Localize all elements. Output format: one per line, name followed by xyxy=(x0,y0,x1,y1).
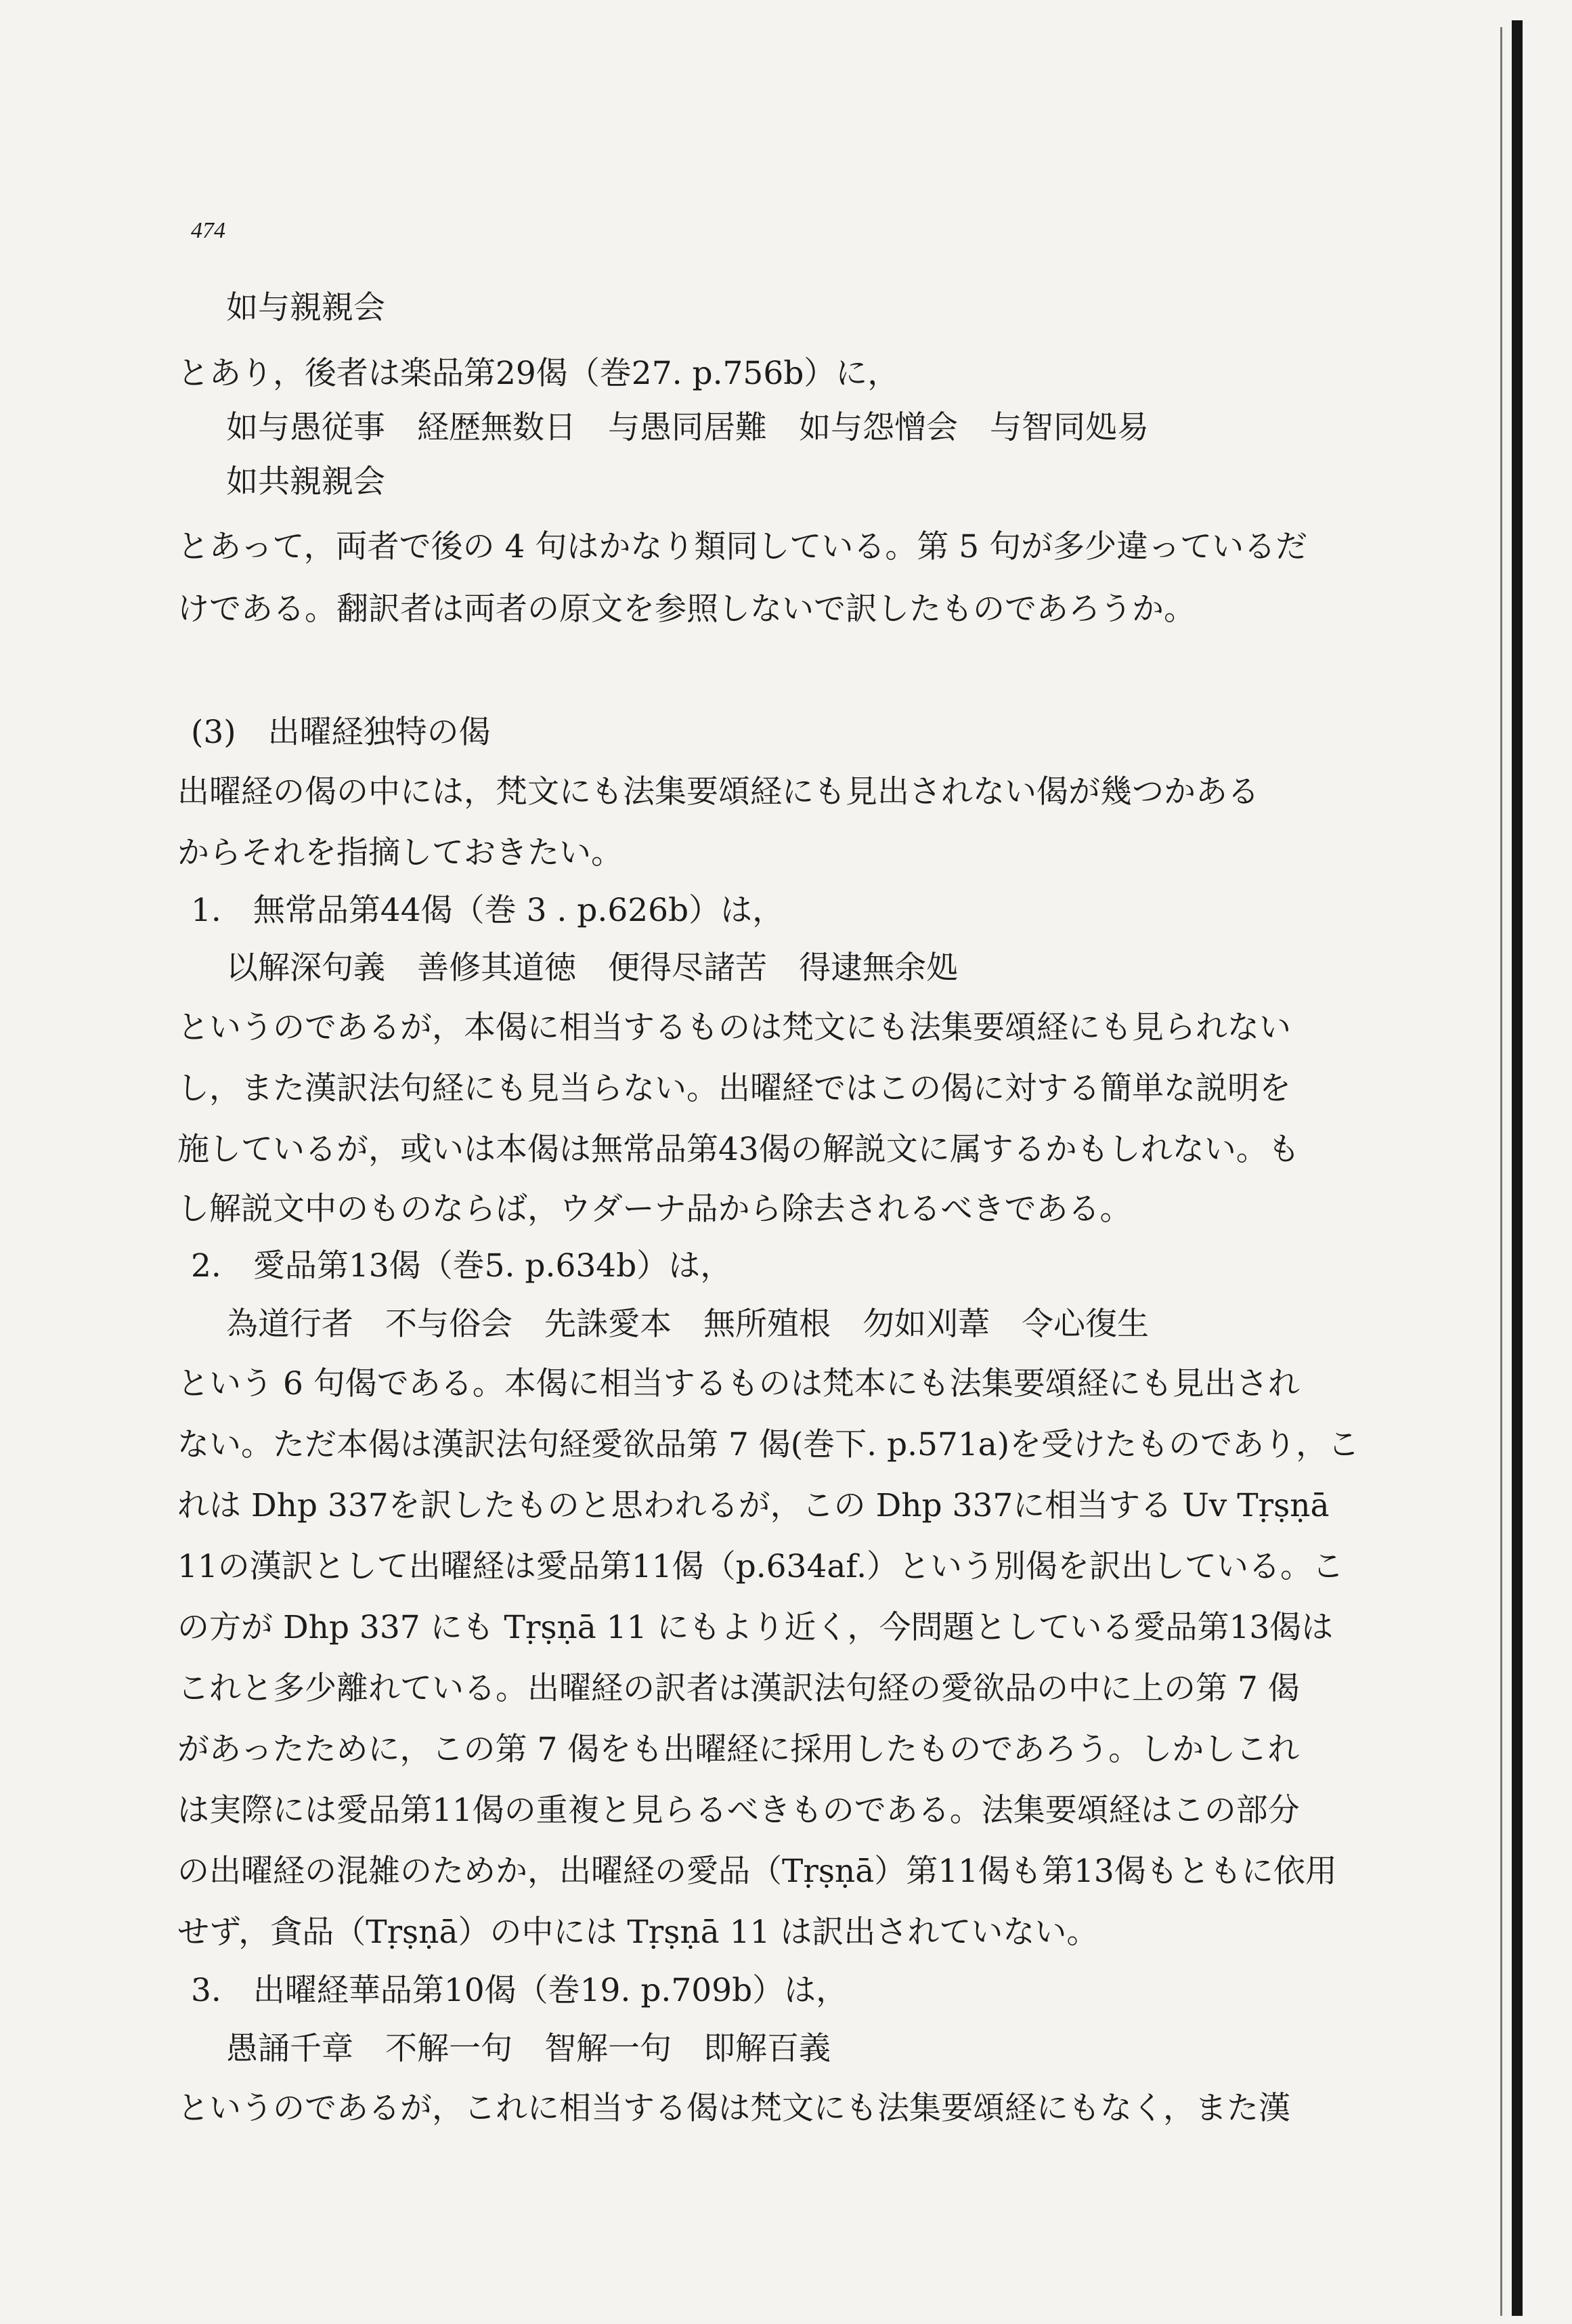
body-line: 施しているが，或いは本偈は無常品第43偈の解説文に属するかもしれない。も xyxy=(177,1131,1300,1168)
body-line: とあり，後者は楽品第29偈（巻27. p.756b）に， xyxy=(177,355,900,392)
scan-edge-thin xyxy=(1500,27,1502,2316)
body-line: の方が Dhp 337 にも Tṛṣṇā 11 にもより近く，今問題としている愛品第13偈は xyxy=(177,1609,1334,1646)
verse-line: 為道行者 不与俗会 先誅愛本 無所殖根 勿如刈葦 令心復生 xyxy=(226,1306,1149,1343)
body-line: せず，貪品（Tṛṣṇā）の中には Tṛṣṇā 11 は訳出されていない。 xyxy=(177,1914,1099,1951)
verse-line: 愚誦千章 不解一句 智解一句 即解百義 xyxy=(226,2030,831,2067)
body-line: 11の漢訳として出曜経は愛品第11偈（p.634af.）という別偈を訳出している。こ xyxy=(177,1548,1345,1585)
body-line: 出曜経の偈の中には，梵文にも法集要頌経にも見出されない偈が幾つかある xyxy=(177,773,1259,811)
body-line: というのであるが，本偈に相当するものは梵文にも法集要頌経にも見られない xyxy=(177,1009,1291,1046)
body-line: ない。ただ本偈は漢訳法句経愛欲品第 7 偈(巻下. p.571a)を受けたものであり，こ xyxy=(177,1426,1360,1463)
body-line: の出曜経の混雑のためか，出曜経の愛品（Tṛṣṇā）第11偈も第13偈もともに依用 xyxy=(177,1853,1337,1890)
section-heading: (3) 出曜経独特の偈 xyxy=(191,714,491,751)
verse-line: 如共親親会 xyxy=(226,463,385,500)
body-line: し解説文中のものならば，ウダーナ品から除去されるべきである。 xyxy=(177,1190,1132,1228)
numbered-item: 1. 無常品第44偈（巻 3 . p.626b）は， xyxy=(191,892,785,929)
body-line: これと多少離れている。出曜経の訳者は漢訳法句経の愛欲品の中に上の第 7 偈 xyxy=(177,1670,1300,1707)
verse-line: 以解深句義 善修其道徳 便得尽諸苦 得逮無余処 xyxy=(226,949,958,987)
body-line: し，また漢訳法句経にも見当らない。出曜経ではこの偈に対する簡単な説明を xyxy=(177,1070,1291,1107)
verse-line: 如与親親会 xyxy=(226,289,385,326)
body-line: れは Dhp 337を訳したものと思われるが，この Dhp 337に相当する Uv Tṛṣṇā xyxy=(177,1487,1330,1524)
verse-line: 如与愚従事 経歴無数日 与愚同居難 如与怨憎会 与智同処易 xyxy=(226,409,1149,446)
page-number: 474 xyxy=(191,218,225,243)
numbered-item: 2. 愛品第13偈（巻5. p.634b）は， xyxy=(191,1247,733,1285)
body-line: という 6 句偈である。本偈に相当するものは梵本にも法集要頌経にも見出され xyxy=(177,1365,1300,1402)
body-line: けである。翻訳者は両者の原文を参照しないで訳したものであろうか。 xyxy=(177,590,1196,628)
body-line: とあって，両者で後の 4 句はかなり類同している。第 5 句が多少違っているだ xyxy=(177,528,1308,565)
numbered-item: 3. 出曜経華品第10偈（巻19. p.709b）は， xyxy=(191,1972,848,2009)
body-line: からそれを指摘しておきたい。 xyxy=(177,834,623,872)
body-line: は実際には愛品第11偈の重複と見らるべきものである。法集要頌経はこの部分 xyxy=(177,1792,1300,1829)
scan-edge-bar xyxy=(1512,20,1523,2316)
body-line: というのであるが，これに相当する偈は梵文にも法集要頌経にもなく，また漢 xyxy=(177,2090,1291,2127)
body-line: があったために，この第 7 偈をも出曜経に採用したものであろう。しかしこれ xyxy=(177,1731,1300,1768)
